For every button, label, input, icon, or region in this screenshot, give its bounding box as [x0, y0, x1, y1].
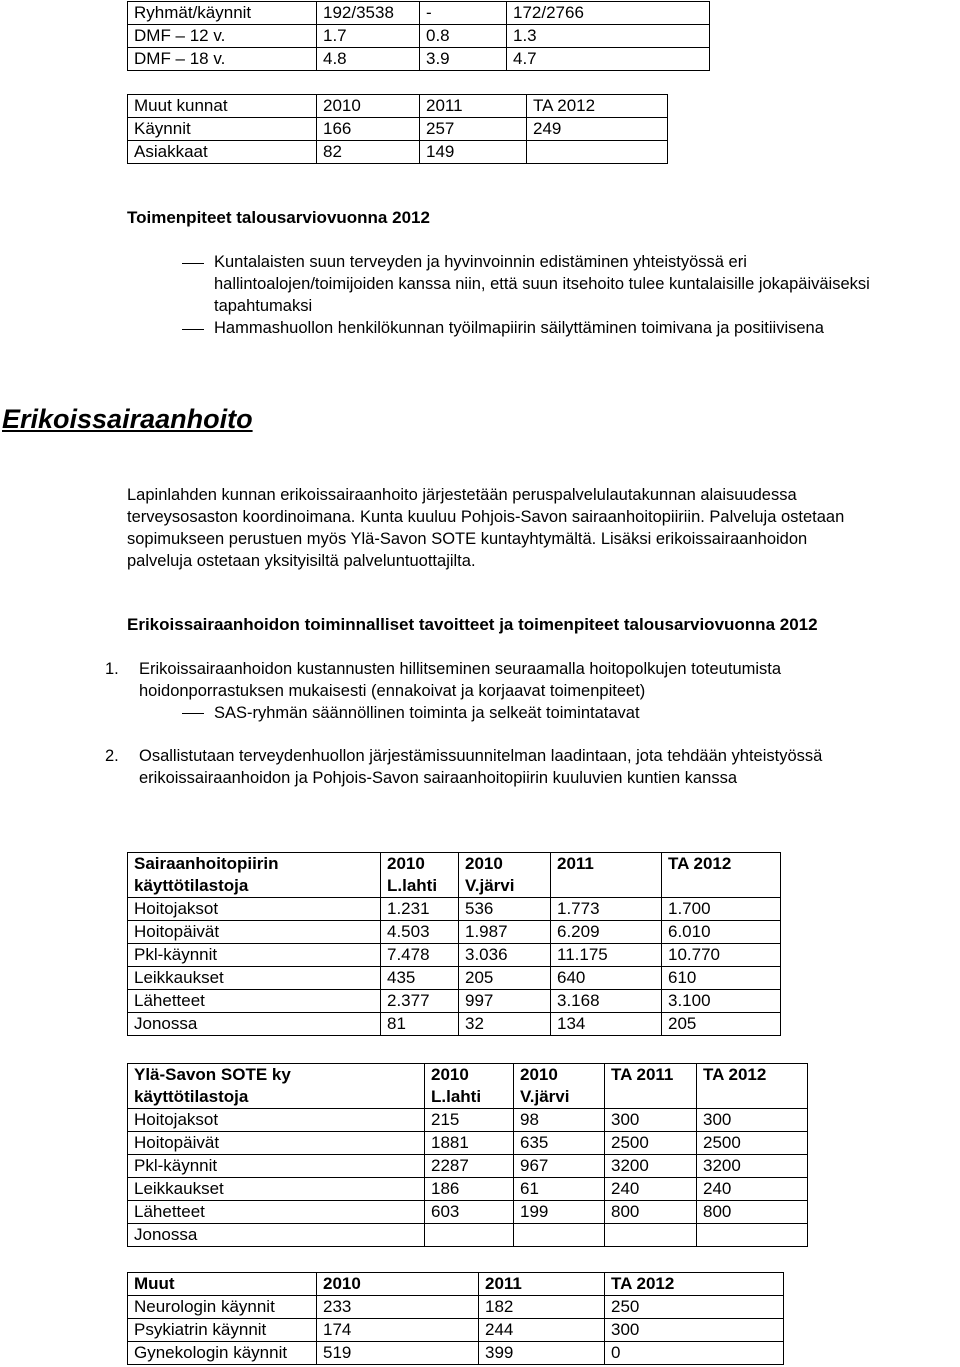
table-cell: 6.209 — [551, 921, 662, 944]
header-cell — [662, 853, 781, 898]
table-row — [128, 1224, 808, 1247]
table-cell: 240 — [697, 1178, 808, 1201]
table-cell — [527, 141, 668, 164]
table-cell: Jonossa — [128, 1013, 381, 1036]
table-cell: 249 — [527, 118, 668, 141]
table-cell: 997 — [459, 990, 551, 1013]
table-cell: DMF – 18 v. — [128, 48, 317, 71]
table-cell: 1.700 — [662, 898, 781, 921]
toimenpide-item: Kuntalaisten suun terveyden ja hyvinvoinnin edistäminen yhteistyössä eri hallintoalojen/toimijoiden kanssa niin, että suun itsehoito tulee kuntalaisille jokapäiväiseksi tapahtumaksi — [214, 253, 870, 315]
table-row — [128, 967, 781, 990]
table-row — [128, 921, 781, 944]
table-cell: 0.8 — [420, 25, 507, 48]
header-cell — [551, 853, 662, 898]
table-cell: 3.036 — [459, 944, 551, 967]
table-cell — [697, 1224, 808, 1247]
header-line: Sairaanhoitopiirin — [134, 854, 279, 873]
table-row — [128, 990, 781, 1013]
table-cell: Leikkaukset — [128, 1178, 425, 1201]
header-cell — [381, 853, 459, 898]
table-cell: 82 — [317, 141, 420, 164]
header-line: L.lahti — [431, 1087, 482, 1106]
table-cell: 2.377 — [381, 990, 459, 1013]
table-cell: 635 — [514, 1132, 605, 1155]
table-cell: Neurologin käynnit — [128, 1296, 317, 1319]
groups-table — [127, 1, 710, 71]
table-cell: 2010 — [317, 1273, 479, 1296]
table-cell: Pkl-käynnit — [128, 1155, 425, 1178]
header-cell — [459, 853, 551, 898]
table-cell: 2011 — [479, 1273, 605, 1296]
goal-text: Osallistutaan terveydenhuollon järjestämissuunnitelman laadintaan, jota tehdään yhteistyössä erikoissairaanhoidon ja Pohjois-Savon sairaanhoitopiirin kuuluvien kuntien kanssa — [139, 747, 823, 787]
table-cell: 1.7 — [317, 25, 420, 48]
table-cell: 2011 — [420, 95, 527, 118]
header-line: 2010 — [431, 1065, 469, 1084]
header-cell — [697, 1064, 808, 1109]
table-row — [128, 118, 668, 141]
table-cell: 3.100 — [662, 990, 781, 1013]
header-line — [611, 1086, 690, 1108]
table-header-row — [128, 95, 668, 118]
muut-visits-table — [127, 1272, 784, 1365]
table-row — [128, 1201, 808, 1224]
table-cell: 250 — [605, 1296, 784, 1319]
dash-bullet — [182, 329, 204, 330]
table-row — [128, 1013, 781, 1036]
table-cell: 2010 — [317, 95, 420, 118]
header-cell — [128, 1064, 425, 1109]
table-cell: 3.168 — [551, 990, 662, 1013]
table-cell: 640 — [551, 967, 662, 990]
table-cell: 166 — [317, 118, 420, 141]
table-cell: 61 — [514, 1178, 605, 1201]
table-cell: 536 — [459, 898, 551, 921]
table-row — [128, 25, 710, 48]
table-cell — [425, 1224, 514, 1247]
table-cell: 32 — [459, 1013, 551, 1036]
table-cell: 2287 — [425, 1155, 514, 1178]
table-cell: Lähetteet — [128, 990, 381, 1013]
table-cell: 81 — [381, 1013, 459, 1036]
table-row — [128, 1342, 784, 1365]
table-cell: 1.773 — [551, 898, 662, 921]
table-cell: 800 — [605, 1201, 697, 1224]
table-cell: 1.3 — [507, 25, 710, 48]
table-cell: 6.010 — [662, 921, 781, 944]
table-cell: 134 — [551, 1013, 662, 1036]
table-row — [128, 141, 668, 164]
table-cell: 10.770 — [662, 944, 781, 967]
table-cell: Hoitojaksot — [128, 898, 381, 921]
table-cell: 300 — [605, 1319, 784, 1342]
table-cell: 233 — [317, 1296, 479, 1319]
table-row — [128, 944, 781, 967]
header-cell — [514, 1064, 605, 1109]
header-line — [668, 875, 774, 897]
table-cell: 519 — [317, 1342, 479, 1365]
table-cell: Asiakkaat — [128, 141, 317, 164]
table-cell: Hoitojaksot — [128, 1109, 425, 1132]
table-row — [128, 1296, 784, 1319]
table-cell: Gynekologin käynnit — [128, 1342, 317, 1365]
table-cell: 2500 — [697, 1132, 808, 1155]
toimenpiteet-heading: Toimenpiteet talousarviovuonna 2012 — [127, 208, 430, 227]
header-line: käyttötilastoja — [134, 876, 249, 895]
table-cell: 3.9 — [420, 48, 507, 71]
table-cell: 244 — [479, 1319, 605, 1342]
table-cell: 4.7 — [507, 48, 710, 71]
table-cell: Leikkaukset — [128, 967, 381, 990]
section-title: Erikoissairaanhoito — [2, 404, 253, 434]
table-row — [128, 1155, 808, 1178]
table-cell: 4.8 — [317, 48, 420, 71]
table-cell: 1881 — [425, 1132, 514, 1155]
table-cell: 182 — [479, 1296, 605, 1319]
table-cell: TA 2012 — [527, 95, 668, 118]
dash-bullet — [182, 713, 204, 714]
header-line: TA 2012 — [668, 854, 732, 873]
erikois-paragraph: Lapinlahden kunnan erikoissairaanhoito järjestetään peruspalvelulautakunnan alaisuudessa terveysosaston koordinoimana. Kunta kuuluu Pohjois-Savon sairaanhoitopiiriin. Palveluja ostetaan sopimukseen perustuen myös Ylä-Savon SOTE kuntayhtymältä. Lisäksi erikoissairaanhoidon palveluja ostetaan yksityisiltä palveluntuottajilta. — [127, 486, 845, 570]
table-cell — [514, 1224, 605, 1247]
table-cell: 603 — [425, 1201, 514, 1224]
header-cell — [128, 853, 381, 898]
table-cell: Hoitopäivät — [128, 1132, 425, 1155]
header-line: TA 2011 — [611, 1065, 674, 1084]
table-cell: Psykiatrin käynnit — [128, 1319, 317, 1342]
table-row — [128, 1109, 808, 1132]
table-row — [128, 48, 710, 71]
table-cell: 3200 — [697, 1155, 808, 1178]
table-cell: 0 — [605, 1342, 784, 1365]
table-header-row — [128, 1064, 808, 1109]
table-cell: Lähetteet — [128, 1201, 425, 1224]
table-cell: 2500 — [605, 1132, 697, 1155]
header-line — [703, 1086, 801, 1108]
table-cell: Muut — [128, 1273, 317, 1296]
table-cell: 399 — [479, 1342, 605, 1365]
table-cell: 800 — [697, 1201, 808, 1224]
table-cell: 199 — [514, 1201, 605, 1224]
toimenpide-item: Hammashuollon henkilökunnan työilmapiirin säilyttäminen toimivana ja positiivisena — [214, 319, 824, 337]
muut-kunnat-table — [127, 94, 668, 164]
table-cell: Jonossa — [128, 1224, 425, 1247]
table-cell: 205 — [662, 1013, 781, 1036]
table-cell: 7.478 — [381, 944, 459, 967]
table-cell: 149 — [420, 141, 527, 164]
table-cell: 205 — [459, 967, 551, 990]
dash-bullet — [182, 263, 204, 264]
shp-stats-table — [127, 852, 781, 1036]
header-cell — [425, 1064, 514, 1109]
table-cell: DMF – 12 v. — [128, 25, 317, 48]
goal-number: 2. — [105, 747, 119, 765]
table-header-row — [128, 1273, 784, 1296]
table-row — [128, 898, 781, 921]
table-cell: Pkl-käynnit — [128, 944, 381, 967]
table-cell: 610 — [662, 967, 781, 990]
table-cell: Käynnit — [128, 118, 317, 141]
header-line: 2010 — [520, 1065, 558, 1084]
table-row — [128, 2, 710, 25]
goal-text: Erikoissairaanhoidon kustannusten hillitseminen seuraamalla hoitopolkujen toteutumista hoidonporrastuksen mukaisesti (ennakoivat ja korjaavat toimenpiteet) — [139, 660, 782, 700]
table-row — [128, 1178, 808, 1201]
goal-number: 1. — [105, 660, 119, 678]
sote-stats-table — [127, 1063, 808, 1247]
table-cell: 3200 — [605, 1155, 697, 1178]
table-row — [128, 1319, 784, 1342]
table-cell: 172/2766 — [507, 2, 710, 25]
table-cell: 1.987 — [459, 921, 551, 944]
table-cell: 215 — [425, 1109, 514, 1132]
table-cell: 240 — [605, 1178, 697, 1201]
table-header-row — [128, 853, 781, 898]
header-line: TA 2012 — [703, 1065, 767, 1084]
table-cell: Muut kunnat — [128, 95, 317, 118]
table-cell: Hoitopäivät — [128, 921, 381, 944]
table-cell: 435 — [381, 967, 459, 990]
table-cell: 11.175 — [551, 944, 662, 967]
table-row — [128, 1132, 808, 1155]
table-cell: 257 — [420, 118, 527, 141]
header-line: 2011 — [557, 854, 594, 873]
table-cell: - — [420, 2, 507, 25]
table-cell — [605, 1224, 697, 1247]
table-cell: 300 — [697, 1109, 808, 1132]
header-line: L.lahti — [387, 876, 438, 895]
table-cell: 192/3538 — [317, 2, 420, 25]
goal-subitem: SAS-ryhmän säännöllinen toiminta ja selkeät toimintatavat — [214, 704, 640, 722]
header-line — [557, 875, 655, 897]
table-cell: 300 — [605, 1109, 697, 1132]
table-cell: 967 — [514, 1155, 605, 1178]
table-cell: 174 — [317, 1319, 479, 1342]
table-cell: Ryhmät/käynnit — [128, 2, 317, 25]
header-cell — [605, 1064, 697, 1109]
header-line: 2010 — [465, 854, 503, 873]
header-line: V.järvi — [465, 876, 515, 895]
table-cell: 98 — [514, 1109, 605, 1132]
header-line: 2010 — [387, 854, 425, 873]
table-cell: 186 — [425, 1178, 514, 1201]
table-cell: 1.231 — [381, 898, 459, 921]
goals-heading: Erikoissairaanhoidon toiminnalliset tavoitteet ja toimenpiteet talousarviovuonna 2012 — [127, 615, 818, 634]
header-line: Ylä-Savon SOTE ky — [134, 1065, 291, 1084]
table-cell: 4.503 — [381, 921, 459, 944]
header-line: käyttötilastoja — [134, 1087, 249, 1106]
table-cell: TA 2012 — [605, 1273, 784, 1296]
header-line: V.järvi — [520, 1087, 570, 1106]
